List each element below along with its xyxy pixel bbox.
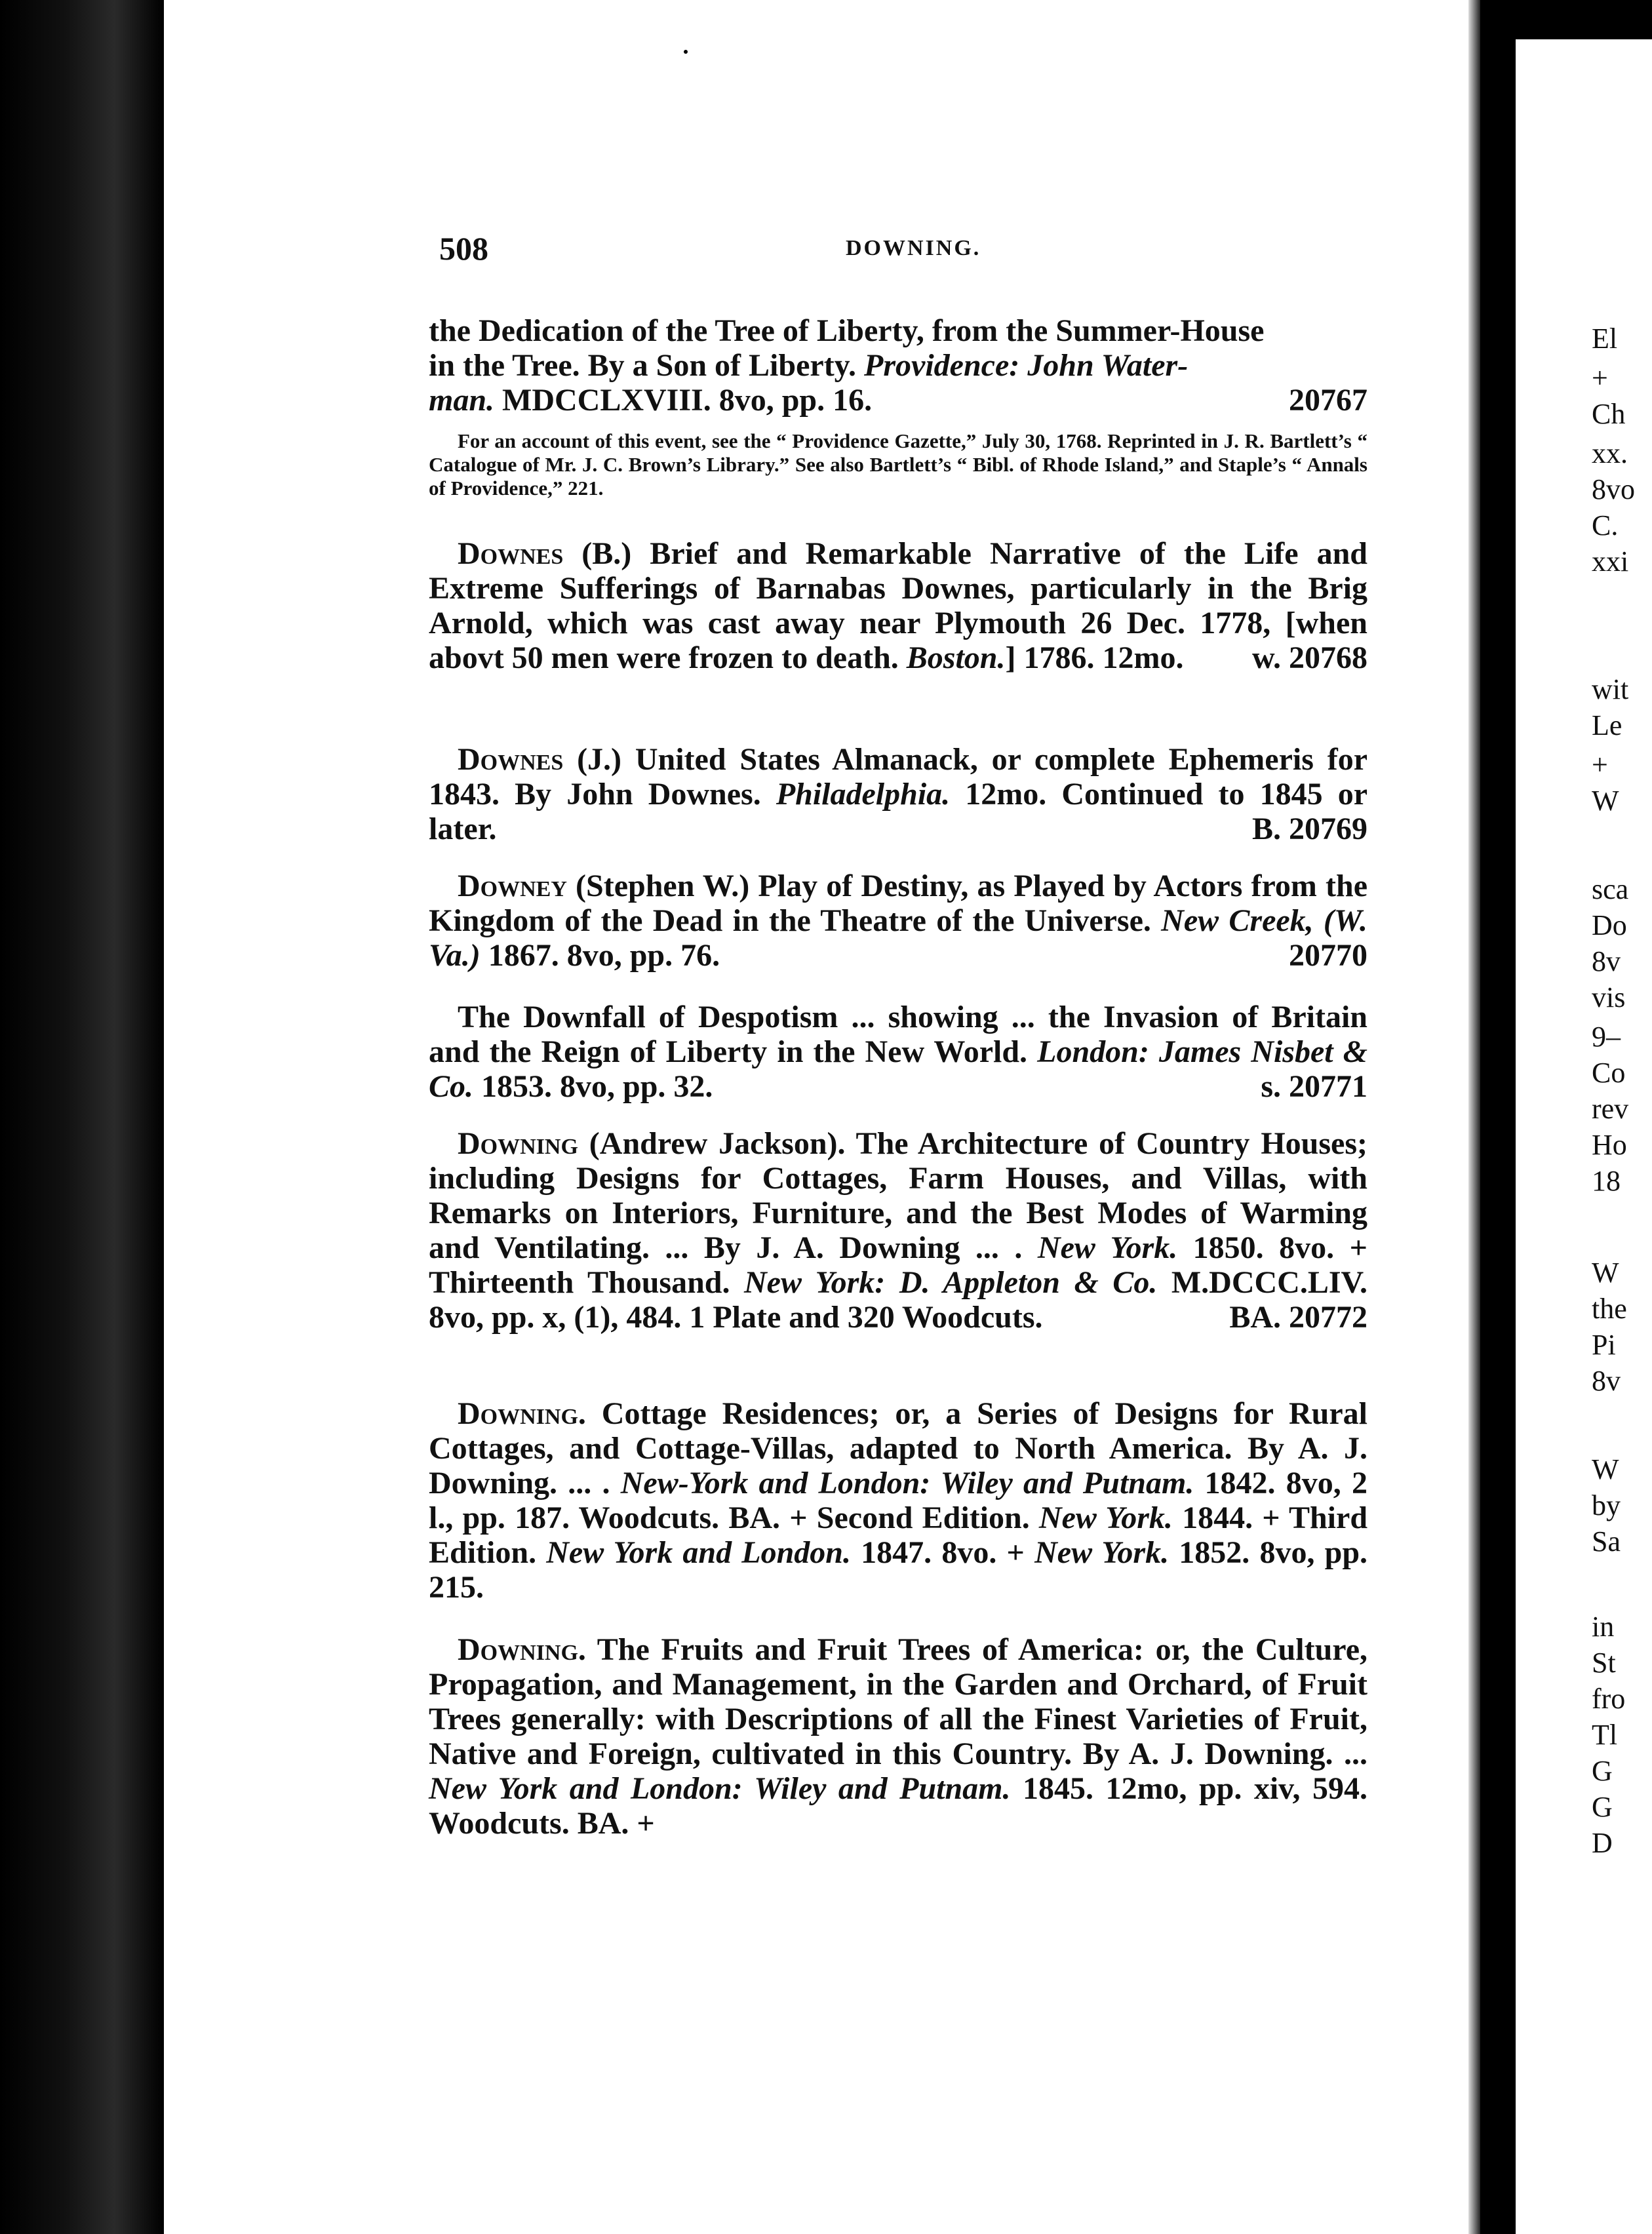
entry-imprint: New York.	[1037, 1230, 1178, 1265]
entry-text: ] 1786. 12mo.	[1005, 640, 1184, 675]
entry-imprint: London: James Nisbet & Co.	[429, 1034, 1368, 1104]
entry-text: (Stephen W.) Play of Destiny, as Played by Actors from the Kingdom of the Dead in the Theatre of the Universe.	[429, 869, 1367, 938]
facing-page-fragment	[1516, 39, 1652, 2234]
facing-page-text: 9–	[1592, 1021, 1621, 1053]
facing-page-text: 8v	[1592, 945, 1621, 977]
entry-imprint: New-York and London: Wiley and Putnam.	[620, 1466, 1194, 1500]
facing-page-text: G	[1592, 1755, 1613, 1787]
facing-page-text: 18	[1592, 1165, 1621, 1197]
facing-page-text: sca	[1592, 873, 1629, 905]
ink-speck	[684, 50, 688, 54]
entry-imprint: New Creek, (W. Va.)	[429, 903, 1368, 973]
entry-imprint: man.	[429, 383, 495, 418]
entry-20769	[429, 742, 1367, 846]
facing-page-text: C.	[1592, 509, 1619, 541]
facing-page-text: the	[1592, 1293, 1627, 1325]
entry-imprint: New York: D. Appleton & Co.	[743, 1265, 1158, 1300]
entry-text: (B.) Brief and Remarkable Narrative of the Life and Extreme Sufferings of Barnabas Downes, particularly in the Brig Arnold, which was cast away near Plymouth 26 Dec. 1778, [when abovt 50 men were frozen to death.	[429, 536, 1367, 675]
entry-text: the Dedication of the Tree of Liberty, from the Summer-House	[429, 313, 1265, 348]
entry-number: s. 20771	[1261, 1069, 1367, 1104]
entry-text: (J.) United States Almanack, or complete Ephemeris for 1843. By John Downes.	[429, 742, 1367, 812]
entry-number: 20767	[1289, 383, 1367, 418]
entry-text: 12mo. Continued to 1845 or later.	[429, 777, 1368, 846]
facing-page-text: W	[1592, 785, 1619, 817]
entry-imprint: New York and London: Wiley and Putnam.	[429, 1771, 1011, 1806]
entry-imprint: New York and London.	[546, 1535, 851, 1570]
entry-20771	[429, 1000, 1367, 1104]
entry-text: 1847. 8vo. +	[851, 1535, 1035, 1570]
facing-page-text: St	[1592, 1647, 1616, 1679]
entry-fruits-and-fruit-trees	[429, 1632, 1367, 1841]
entry-author: Downing.	[458, 1632, 586, 1667]
facing-page-text: G	[1592, 1791, 1613, 1823]
entry-text: Cottage Residences; or, a Series of Designs for Rural Cottages, and Cottage-Villas, adapted to North America. By A. J. Downing. ... .	[429, 1396, 1367, 1500]
entry-20767	[429, 313, 1367, 500]
facing-page-text: El	[1592, 323, 1618, 355]
entry-text: 1850. 8vo. + Thirteenth Thousand.	[429, 1230, 1367, 1300]
entry-number: B. 20769	[1251, 812, 1367, 846]
entry-20772	[429, 1126, 1367, 1335]
entry-author: Downey	[458, 869, 567, 903]
facing-page-text: Le	[1592, 709, 1622, 741]
entry-text: 1845. 12mo, pp. xiv, 594. Woodcuts. BA. +	[429, 1771, 1368, 1841]
facing-page-text: fro	[1592, 1683, 1626, 1715]
facing-page-text: W	[1592, 1257, 1619, 1289]
facing-page-text: Tl	[1592, 1719, 1618, 1751]
facing-page-text: Sa	[1592, 1525, 1621, 1558]
entry-text: 1853. 8vo, pp. 32.	[473, 1069, 713, 1104]
entry-author: Downing.	[458, 1396, 586, 1431]
entry-text: MDCCLXVIII. 8vo, pp. 16.	[494, 383, 873, 418]
entry-author: Downing	[458, 1126, 578, 1161]
facing-page-text: vis	[1592, 981, 1626, 1013]
entry-number: BA. 20772	[1229, 1300, 1367, 1335]
entry-number: w. 20768	[1251, 640, 1367, 675]
entry-text: The Downfall of Despotism ... showing ... the Invasion of Britain and the Reign of Liberty in the New World.	[429, 1000, 1367, 1069]
entry-note: For an account of this event, see the “ Providence Gazette,” July 30, 1768. Reprinted in J. R. Bartlett’s “ Catalogue of Mr. J. C. Brown’s Library.” See also Bartlett’s “ Bibl. of Rhode Island,” and Staple’s “ Annals of Providence,” 221.	[429, 429, 1367, 500]
facing-page-text: xx.	[1592, 437, 1628, 469]
facing-page-text: xxi	[1592, 545, 1629, 578]
facing-page-text: Co	[1592, 1057, 1626, 1089]
page-number: 508	[439, 230, 488, 267]
entry-imprint: New York.	[1034, 1535, 1170, 1570]
facing-page-text: D	[1592, 1827, 1613, 1859]
entry-imprint: Philadelphia.	[776, 777, 951, 812]
facing-page-text: 8v	[1592, 1365, 1621, 1397]
facing-page-text: W	[1592, 1453, 1619, 1485]
entry-author: Downes	[458, 536, 564, 571]
facing-page-text: 8vo	[1592, 473, 1635, 505]
entry-text: 1844. + Third Edition.	[429, 1500, 1368, 1570]
facing-page-text: Do	[1592, 909, 1627, 941]
entry-text: M.DCCC.LIV. 8vo, pp. x, (1), 484. 1 Plate and 320 Woodcuts.	[429, 1265, 1367, 1335]
facing-page-text: Ch	[1592, 398, 1626, 430]
running-head: DOWNING.	[846, 236, 981, 260]
entry-imprint: New York.	[1038, 1500, 1173, 1535]
entry-text: (Andrew Jackson). The Architecture of Country Houses; including Designs for Cottages, Farm Houses, and Villas, with Remarks on Interiors, Furniture, and the Best Modes of Warming and Ventilating. ... By J. A. Downing ... .	[429, 1126, 1367, 1265]
facing-page-text: Pi	[1592, 1329, 1616, 1361]
entry-text: The Fruits and Fruit Trees of America: or, the Culture, Propagation, and Management, in the Garden and Orchard, of Fruit Trees generally: with Descriptions of all the Finest Varieties of Fruit, Native and Foreign, cultivated in this Country. By A. J. Downing. ...	[429, 1632, 1367, 1771]
book-spine-left	[0, 0, 164, 2234]
entry-20768	[429, 536, 1367, 675]
entry-imprint: Providence: John Water-	[864, 348, 1189, 383]
entry-text: 1867. 8vo, pp. 76.	[480, 938, 720, 973]
entry-cottage-residences	[429, 1396, 1367, 1605]
entry-text: in the Tree. By a Son of Liberty.	[429, 348, 865, 383]
facing-page-text: by	[1592, 1489, 1621, 1521]
facing-page-text: in	[1592, 1611, 1615, 1643]
entry-imprint: Boston.	[906, 640, 1006, 675]
entry-text: 1852. 8vo, pp. 215.	[429, 1535, 1368, 1605]
facing-page-text: +	[1592, 362, 1608, 394]
facing-page-text: +	[1592, 749, 1608, 781]
entry-text: 1842. 8vo, 2 l., pp. 187. Woodcuts. BA. + Second Edition.	[429, 1466, 1368, 1535]
entry-author: Downes	[458, 742, 564, 777]
facing-page-text: wit	[1592, 673, 1629, 705]
facing-page-text: Ho	[1592, 1129, 1627, 1161]
facing-page-text: rev	[1592, 1093, 1629, 1125]
entry-number: 20770	[1289, 938, 1367, 973]
entry-20770	[429, 869, 1367, 973]
